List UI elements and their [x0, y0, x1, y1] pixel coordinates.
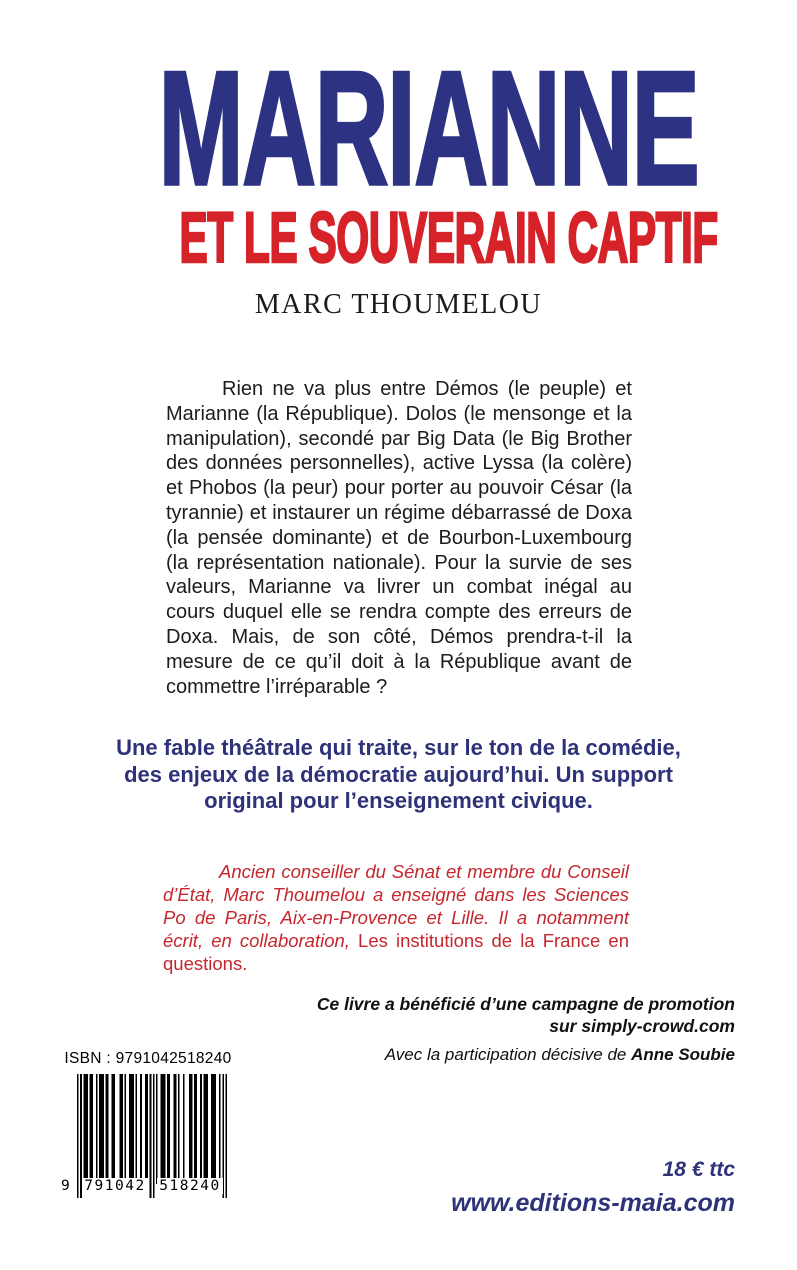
publisher-website: www.editions-maia.com [451, 1189, 735, 1217]
subtitle-row [0, 199, 797, 278]
pitch-paragraph: Une fable théâtrale qui traite, sur le ton de la comédie, des enjeux de la démocratie aujourd’hui. Un support original pour l’enseignement civique. [116, 735, 681, 813]
author-name: MARC THOUMELOU [254, 289, 543, 320]
book-subtitle: ET LE SOUVERAIN CAPTIF [179, 199, 718, 278]
barcode-digits [61, 1178, 227, 1198]
price-label: 18 € ttc [662, 1158, 735, 1181]
isbn-label: ISBN : 9791042518240 [64, 1050, 232, 1067]
book-title: MARIANNE [158, 38, 699, 219]
promo-note [317, 994, 735, 1037]
barcode-digits-right-group: 518240 [157, 1178, 223, 1194]
promo-line1: Ce livre a bénéficié d’une campagne de promotion [316, 994, 735, 1014]
isbn-barcode-block [55, 1050, 250, 1198]
synopsis-paragraph: Rien ne va plus entre Démos (le peuple) et Marianne (la République). Dolos (le mensonge et la manipulation), secondé par Big Data (le Big Brother des données personnelles), active Lyssa (la colère) et Phobos (la peur) pour porter au pouvoir César (la tyrannie) et instaurer un régime débarrassé de Doxa (la pensée dominante) et de Bourbon-Luxembourg (la représentation nationale). Pour la survie de ses valeurs, Marianne va livrer un combat inégal au cours duquel elle se rendra compte des erreurs de Doxa. Mais, de son côté, Démos prendra-t-il la mesure de ce qu’il doit à la République avant de commettre l’irréparable ? [166, 378, 632, 698]
bio-paragraph [163, 860, 629, 975]
promo-line2: sur simply-crowd.com [549, 1015, 735, 1036]
participation-prefix: Avec la participation décisive de [384, 1045, 632, 1064]
title-row [0, 38, 797, 219]
footer-block [451, 1158, 735, 1218]
participation-name: Anne Soubie [631, 1045, 735, 1064]
barcode-digit-first: 9 [61, 1178, 72, 1194]
barcode-image [61, 1074, 227, 1198]
bio-italic-text: Ancien conseiller du Sénat et membre du Conseil d’État, Marc Thoumelou a enseigné dans les Sciences Po de Paris, Aix-en-Provence et Lille. Il a notamment écrit, en collaboration, [163, 860, 629, 951]
barcode-digits-left-group: 791042 [82, 1178, 148, 1194]
participation-note [385, 1045, 735, 1065]
bio-book-title: Les institutions de la France en questions. [163, 929, 629, 974]
